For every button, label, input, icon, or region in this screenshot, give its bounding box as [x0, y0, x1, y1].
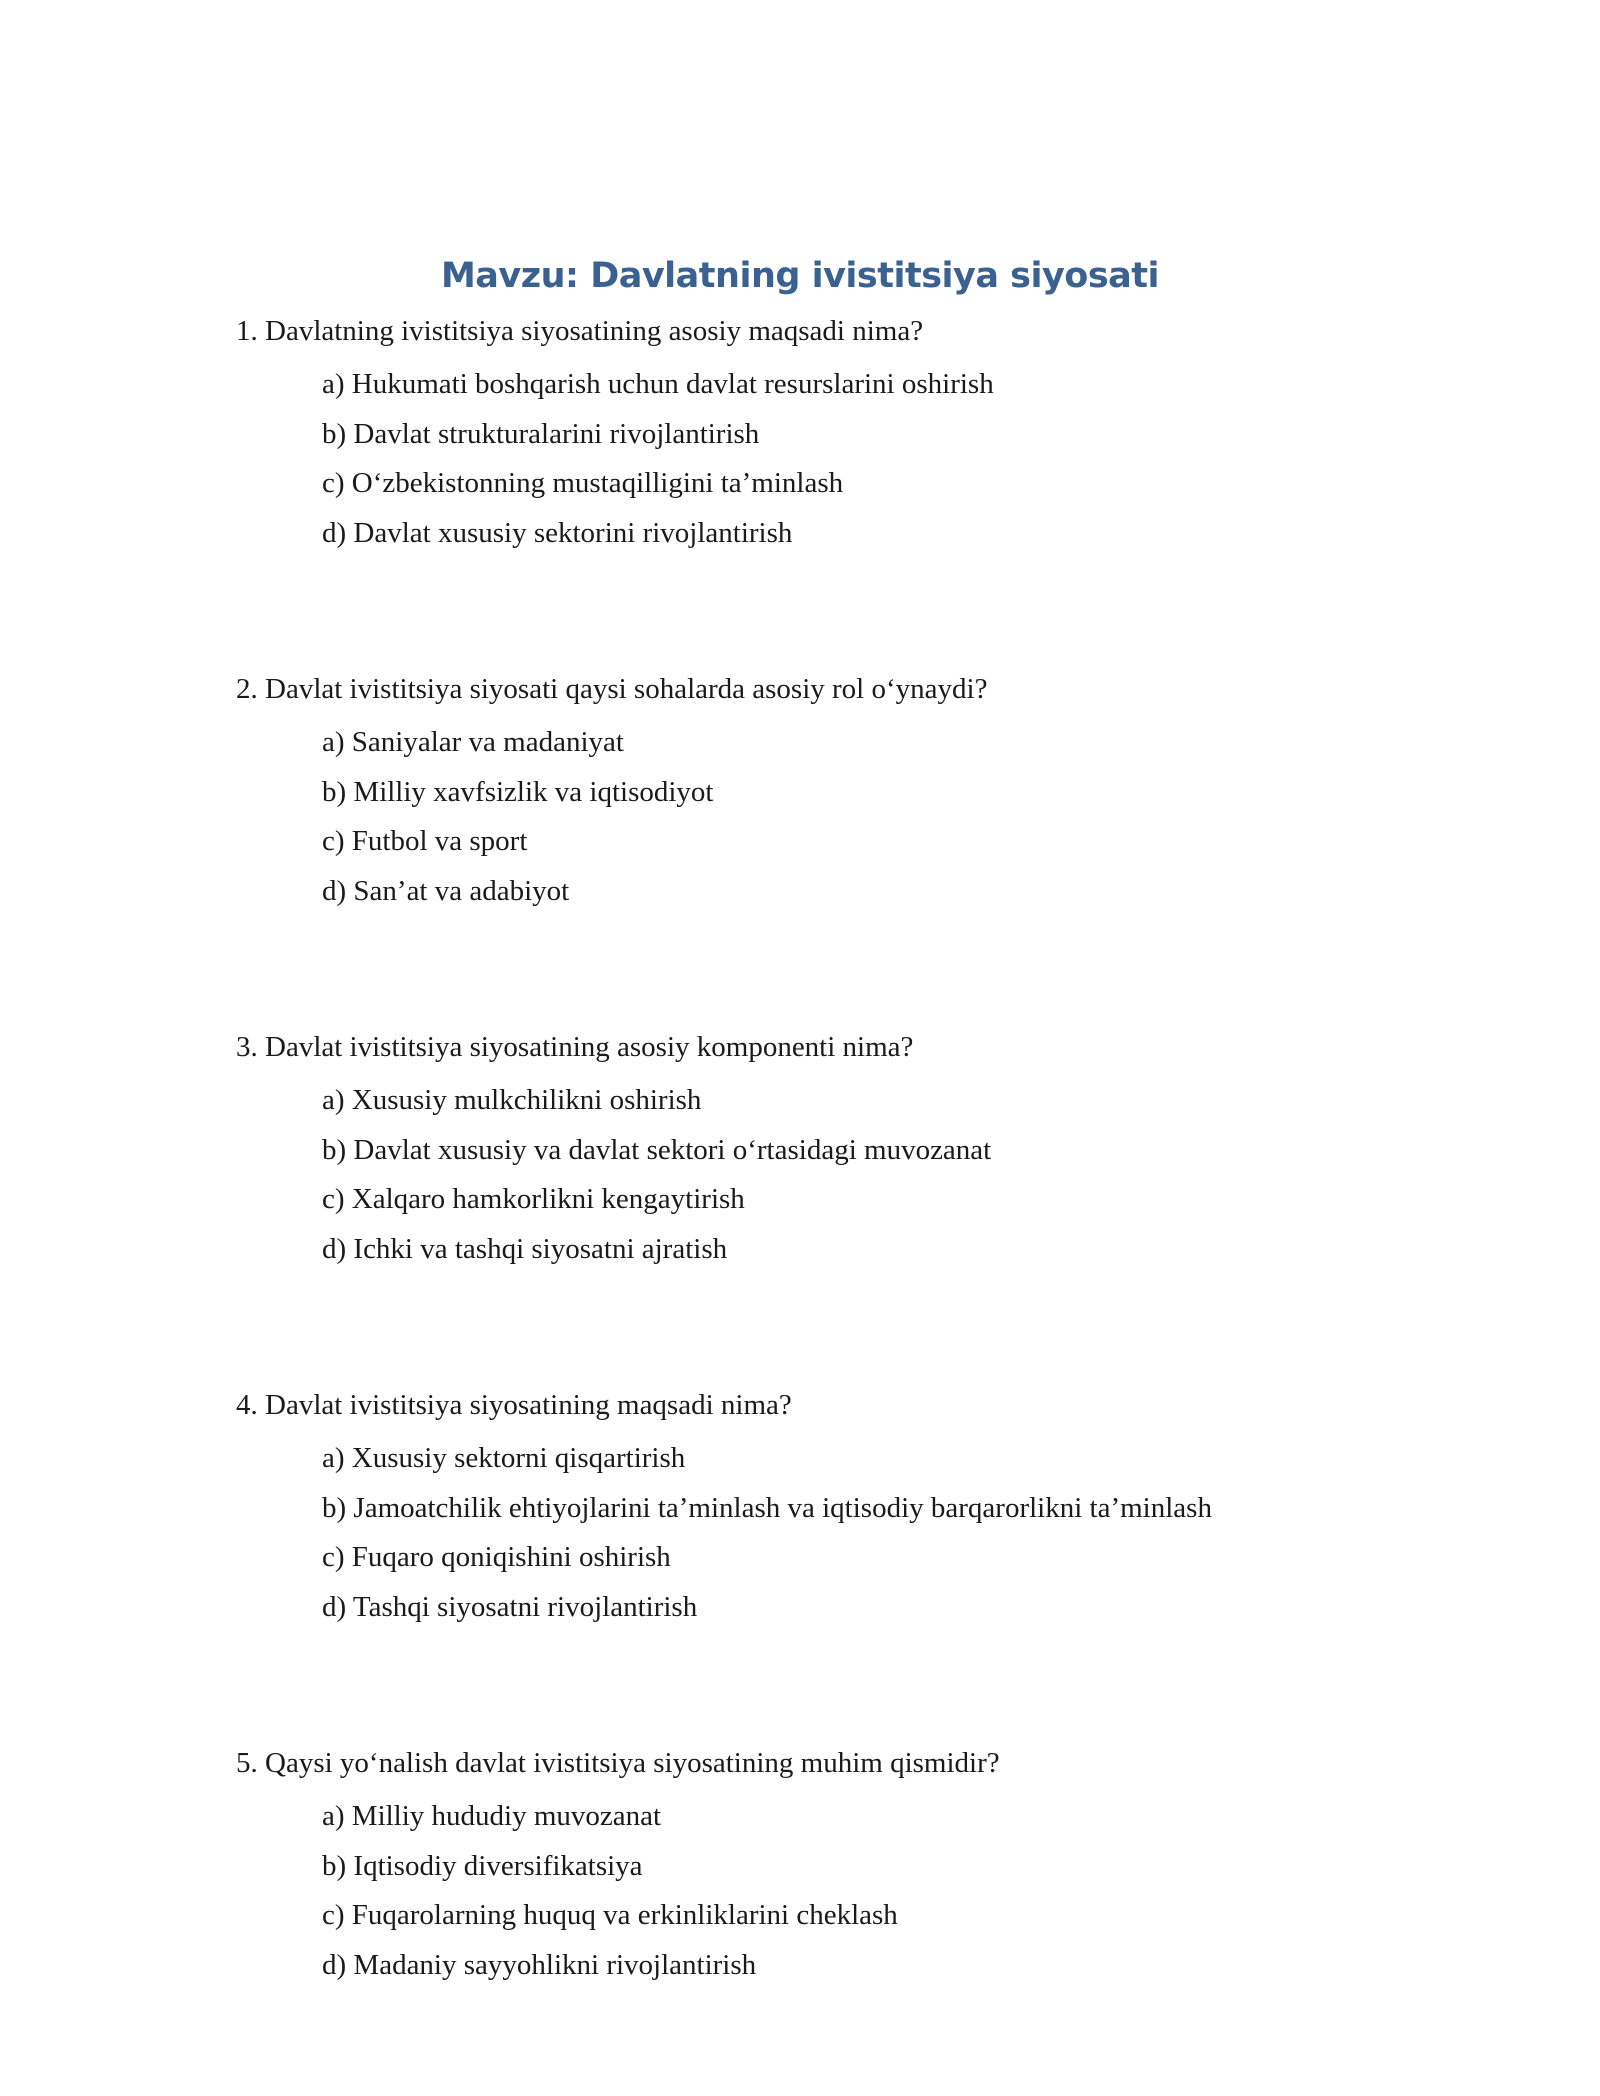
- question-4: [236, 1380, 1436, 1632]
- question-1: [236, 306, 1436, 558]
- option-b: b) Davlat strukturalarini rivojlantirish: [322, 417, 760, 450]
- option-a: a) Xususiy mulkchilikni oshirish: [322, 1084, 702, 1116]
- option-a: a) Xususiy sektorni qisqartirish: [322, 1442, 686, 1474]
- answer-options: [236, 1076, 1436, 1274]
- question-text: 3. Davlat ivistitsiya siyosatining asosiy komponenti nima?: [236, 1031, 914, 1063]
- question-2: [236, 664, 1436, 916]
- question-5: [236, 1738, 1436, 1990]
- option-d: d) Madaniy sayyohlikni rivojlantirish: [322, 1948, 757, 1981]
- option-c: c) Fuqaro qoniqishini oshirish: [322, 1541, 671, 1573]
- option-c: c) Futbol va sport: [322, 825, 528, 857]
- option-d: d) San’at va adabiyot: [322, 874, 570, 907]
- option-c: c) Xalqaro hamkorlikni kengaytirish: [322, 1183, 745, 1215]
- option-d: d) Tashqi siyosatni rivojlantirish: [322, 1590, 698, 1623]
- question-text: 5. Qaysi yo‘nalish davlat ivistitsiya siyosatining muhim qismidir?: [236, 1747, 1000, 1779]
- answer-options: [236, 1434, 1436, 1632]
- answer-options: [236, 1792, 1436, 1990]
- document-title: Mavzu: Davlatning ivistitsiya siyosati: [440, 256, 1160, 296]
- answer-options: [236, 360, 1436, 558]
- question-3: [236, 1022, 1436, 1274]
- option-a: a) Hukumati boshqarish uchun davlat resurslarini oshirish: [322, 368, 994, 400]
- option-b: b) Davlat xususiy va davlat sektori o‘rtasidagi muvozanat: [322, 1133, 992, 1166]
- option-c: c) O‘zbekistonning mustaqilligini ta’minlash: [322, 467, 844, 499]
- option-c: c) Fuqarolarning huquq va erkinliklarini cheklash: [322, 1899, 898, 1931]
- answer-options: [236, 718, 1436, 916]
- option-a: a) Milliy hududiy muvozanat: [322, 1800, 662, 1832]
- option-b: b) Milliy xavfsizlik va iqtisodiyot: [322, 775, 714, 808]
- question-text: 1. Davlatning ivistitsiya siyosatining asosiy maqsadi nima?: [236, 315, 924, 347]
- option-b: b) Jamoatchilik ehtiyojlarini ta’minlash va iqtisodiy barqarorlikni ta’minlash: [322, 1491, 1212, 1524]
- option-b: b) Iqtisodiy diversifikatsiya: [322, 1849, 643, 1882]
- option-a: a) Saniyalar va madaniyat: [322, 726, 624, 758]
- question-list: [236, 306, 1436, 2096]
- question-text: 2. Davlat ivistitsiya siyosati qaysi sohalarda asosiy rol o‘ynaydi?: [236, 673, 988, 705]
- option-d: d) Ichki va tashqi siyosatni ajratish: [322, 1232, 728, 1265]
- option-d: d) Davlat xususiy sektorini rivojlantirish: [322, 516, 793, 549]
- question-text: 4. Davlat ivistitsiya siyosatining maqsadi nima?: [236, 1389, 792, 1421]
